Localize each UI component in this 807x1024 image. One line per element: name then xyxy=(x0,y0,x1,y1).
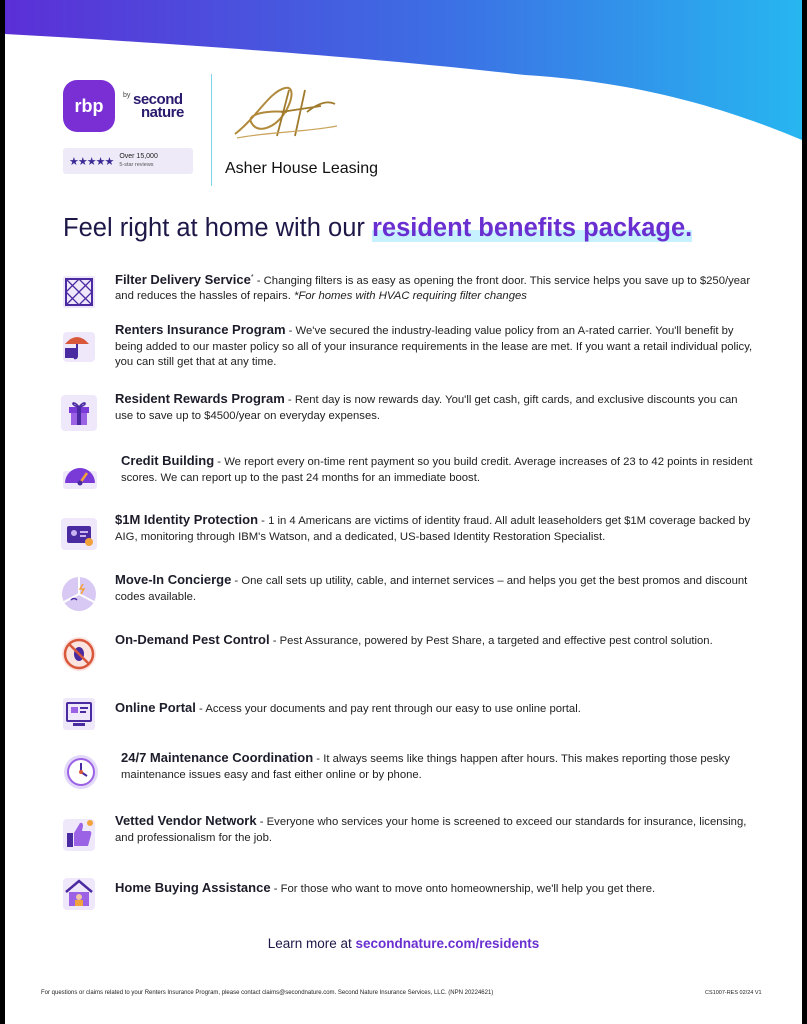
benefit-renters-insurance xyxy=(57,322,757,366)
header-wave xyxy=(5,0,802,150)
benefit-title: Resident Rewards Program xyxy=(115,391,285,406)
reviews-label: 5-star reviews xyxy=(119,162,154,168)
benefit-title: Move-In Concierge xyxy=(115,572,232,587)
benefit-title: Vetted Vendor Network xyxy=(115,813,257,828)
benefit-credit-building xyxy=(57,453,757,497)
portal-icon xyxy=(57,692,101,736)
benefit-title: 24/7 Maintenance Coordination xyxy=(121,750,314,765)
benefit-identity-protection xyxy=(57,512,757,556)
logo-by-text: by xyxy=(123,92,131,99)
home-buying-icon xyxy=(57,872,101,916)
page-title: Feel right at home with our resident benefits package. xyxy=(63,214,693,242)
benefit-vetted-vendor xyxy=(57,813,757,857)
filter-icon xyxy=(57,270,101,314)
benefit-maintenance xyxy=(57,750,757,794)
asher-house-monogram-icon xyxy=(227,82,347,142)
benefit-title: On-Demand Pest Control xyxy=(115,632,270,647)
utilities-icon xyxy=(57,572,101,616)
second-nature-logo: second nature xyxy=(133,91,184,121)
thumbs-up-icon xyxy=(57,813,101,857)
benefit-title: $1M Identity Protection xyxy=(115,512,259,527)
benefit-filter-delivery: Filter Delivery Service* - Changing filters is as easy as opening the front door. This service helps you save up to $250/year and reduces the hassles of repairs. *For homes with HVAC requiring filter changes xyxy=(57,270,757,314)
umbrella-house-icon xyxy=(57,322,101,366)
benefit-description: - Access your documents and pay rent through our easy to use online portal. xyxy=(195,703,581,715)
learn-more: Learn more at secondnature.com/residents xyxy=(267,936,540,951)
benefit-online-portal xyxy=(57,692,757,736)
benefit-title: Online Portal xyxy=(115,700,196,715)
gift-icon xyxy=(57,391,101,435)
benefit-description: - Rent day is now rewards day. You'll get cash, gift cards, and exclusive discounts you can use to save up to $4500/year on everyday expenses. xyxy=(115,394,738,422)
benefit-description: - We've secured the industry-leading value policy from an A-rated carrier. You'll benefit by being added to our master policy so all of your insurance requirements in the lease are met. If you want a retail individual policy, you can still get that at any time. xyxy=(115,325,753,368)
benefit-title: Credit Building xyxy=(121,453,215,468)
footer-disclaimer: For questions or claims related to your Renters Insurance Program, please contact claims@secondnature.com. Second Nature Insurance Services, LLC. (NPN 20224621) xyxy=(41,990,494,996)
no-pest-icon xyxy=(57,632,101,676)
flyer-page xyxy=(5,0,802,1024)
benefit-resident-rewards xyxy=(57,391,757,435)
reviews-count: Over 15,000 xyxy=(119,153,158,160)
benefit-pest-control xyxy=(57,632,757,676)
benefit-move-in-concierge xyxy=(57,572,757,616)
benefit-description: - Changing filters is as easy as opening the front door. This service helps you save up to $250/year and reduces the hassles of repairs. xyxy=(115,274,751,303)
benefit-title: Filter Delivery Service xyxy=(115,271,251,287)
clock-icon xyxy=(57,750,101,794)
benefit-description: - It always seems like things happen after hours. This makes reporting those pesky maintenance issues easy and fast either online or by phone. xyxy=(121,753,730,781)
benefit-description: - For those who want to move onto homeownership, we'll help you get there. xyxy=(270,883,656,895)
header-divider xyxy=(211,74,212,186)
footer-doc-code: CS1007-RES 02/24 V1 xyxy=(705,990,762,996)
benefit-description: - One call sets up utility, cable, and internet services – and helps you get the best promos and discount codes available. xyxy=(115,575,748,603)
headline-highlight: resident benefits package. xyxy=(371,214,693,242)
benefit-home-buying xyxy=(57,872,757,916)
id-card-icon xyxy=(57,512,101,556)
benefit-footnote: *For homes with HVAC requiring filter changes xyxy=(293,290,527,303)
benefit-description: - 1 in 4 Americans are victims of identity fraud. All adult leaseholders get $1M coverage backed by AIG, monitoring through IBM's Watson, and a dedicated, US-based Identity Restoration Specialist. xyxy=(115,515,751,543)
benefit-title: Renters Insurance Program xyxy=(115,322,286,337)
credit-gauge-icon xyxy=(57,453,101,497)
company-name: Asher House Leasing xyxy=(225,160,378,177)
review-badge xyxy=(63,148,193,174)
rbp-logo: rbp xyxy=(63,80,115,132)
learn-more-link[interactable]: secondnature.com/residents xyxy=(355,936,540,951)
stars-rating: ★★★★★ xyxy=(69,155,114,168)
benefit-description: - Pest Assurance, powered by Pest Share, a targeted and effective pest control solution. xyxy=(269,635,713,647)
benefit-title: Home Buying Assistance xyxy=(115,880,271,895)
benefit-description: - Everyone who services your home is screened to exceed our standards for insurance, licensing, and professionalism for the job. xyxy=(115,816,747,844)
benefit-description: - We report every on-time rent payment so you build credit. Average increases of 23 to 42 points in resident scores. We can report up to the past 24 months for an immediate boost. xyxy=(121,456,753,484)
